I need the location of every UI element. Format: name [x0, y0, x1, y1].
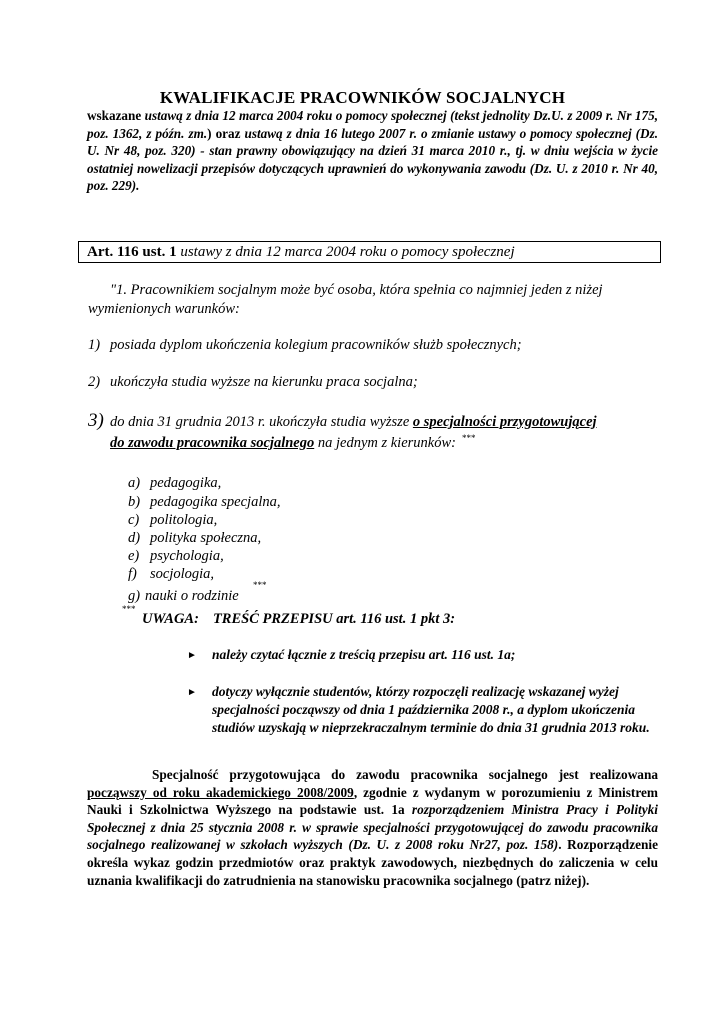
subitem-letter: c) [128, 512, 140, 528]
subitem-b [128, 494, 280, 511]
intro-text-1: wskazane [87, 108, 145, 123]
subitem-letter: e) [128, 548, 140, 564]
subitem-e [128, 548, 224, 565]
condition-1-number: 1) [88, 337, 101, 353]
subitem-c [128, 512, 217, 529]
condition-3-number: 3) [88, 410, 104, 431]
condition-2 [88, 374, 418, 391]
final-paragraph [87, 766, 658, 889]
subitem-text: psychologia, [150, 548, 224, 564]
subitem-text: nauki o rodzinie [145, 588, 239, 604]
subitem-text: pedagogika, [150, 475, 222, 491]
subitem-letter: a) [128, 475, 141, 491]
subitem-a [128, 475, 221, 492]
subitem-f [128, 566, 214, 583]
article-heading-box [78, 241, 661, 263]
subitem-letter: g) [128, 588, 141, 604]
subitem-text: politologia, [150, 512, 218, 528]
uwaga-stars: *** [122, 604, 136, 614]
article-quote: "1. Pracownikiem socjalnym może być osoba, która spełnia co najmniej jeden z niżej wymienionych warunków: [88, 282, 603, 317]
final-text-3: , zgodnie z wydanym w porozumieniu z Ministrem Nauki i Szkolnictwa Wyższego na podstawie ust. 1a [87, 784, 658, 818]
condition-3-body [110, 412, 670, 454]
condition-3-post: na jednym z kierunków: [314, 435, 456, 451]
subitem-text: socjologia, [150, 566, 215, 582]
final-text-2: począwszy od roku akademickiego 2008/2009 [87, 784, 354, 800]
subitem-text: polityka społeczna, [150, 530, 262, 546]
article-heading-bold: Art. 116 ust. 1 [87, 244, 181, 260]
arrow-bullet-icon: ► [187, 650, 197, 661]
condition-3-stars: *** [462, 433, 476, 443]
condition-2-text: ukończyła studia wyższe na kierunku praca socjalna; [110, 374, 418, 390]
bullet-text-1: należy czytać łącznie z treścią przepisu art. 116 ust. 1a; [212, 647, 516, 662]
subitem-letter: b) [128, 494, 141, 510]
subitem-text: pedagogika specjalna, [150, 494, 281, 510]
intro-text-2: ustawą z dnia 12 marca 2004 roku o pomocy społecznej (tekst jednolity Dz.U. z 2009 r. Nr 175, poz. 1362, z późn. zm. [87, 108, 658, 141]
intro-text-4: ustawą z dnia 16 lutego 2007 r. o zmianie ustawy o pomocy społecznej (Dz. U. Nr 48, poz. 320) - stan prawny obowiązujący na dzień 31 marca 2010 r., tj. w dniu wejścia w życie ostatniej nowelizacji przepisów dotyczących uprawnień do wykonywania zawodu (Dz. U. z 2010 r. Nr 40, poz. 229). [87, 125, 658, 194]
uwaga-label: UWAGA [142, 611, 195, 627]
uwaga-text: TREŚĆ PRZEPISU art. 116 ust. 1 pkt 3: [212, 611, 456, 627]
uwaga-note [142, 611, 455, 628]
subitem-letter: f) [128, 566, 137, 582]
subitem-d [128, 530, 261, 547]
final-text-4: rozporządzeniem Ministra Pracy i Polityki Społecznej z dnia 25 stycznia 2008 r. w sprawie specjalności przygotowującej do zawodu pracownika socjalnego realizowanej w szkołach wyższych (Dz. U. z 2008 roku Nr27, poz. 158) [87, 802, 658, 853]
uwaga-colon: : [194, 611, 199, 627]
arrow-bullet-icon: ► [187, 687, 197, 698]
intro-text-3: ) oraz [207, 125, 245, 141]
condition-3-pre: do dnia 31 grudnia 2013 r. ukończyła studia wyższe [110, 414, 413, 430]
subitem-g [128, 588, 239, 605]
subitem-g-stars: *** [253, 580, 267, 590]
condition-3-specialty-2: do zawodu pracownika socjalnego [110, 435, 315, 451]
page-title: KWALIFIKACJE PRACOWNIKÓW SOCJALNYCH [159, 88, 566, 107]
condition-1-text: posiada dyplom ukończenia kolegium pracowników służb społecznych; [110, 337, 522, 353]
condition-1 [88, 337, 522, 354]
final-text-5: . Rozporządzenie określa wykaz godzin przedmiotów oraz praktyk zawodowych, niezbędnych do zaliczenia w celu uznania kwalifikacji do zatrudnienia na stanowisku pracownika socjalnego (patrz niżej). [87, 837, 658, 888]
article-heading-italic: ustawy z dnia 12 marca 2004 roku o pomocy społecznej [180, 244, 515, 260]
intro-paragraph [87, 107, 658, 195]
condition-2-number: 2) [88, 374, 101, 390]
subitem-letter: d) [128, 530, 141, 546]
condition-3-specialty-1: o specjalności przygotowującej [412, 414, 597, 430]
bullet-text-2: dotyczy wyłącznie studentów, którzy rozpoczęli realizację wskazanej wyżej specjalności począwszy od dnia 1 października 2008 r., a dyplom ukończenia studiów uzyskają w nieprzekraczalnym terminie do dnia 31 grudnia 2013 roku. [212, 684, 650, 735]
condition-3 [88, 410, 663, 451]
final-text-1: Specjalność przygotowująca do zawodu pracownika socjalnego jest realizowana [152, 767, 658, 782]
